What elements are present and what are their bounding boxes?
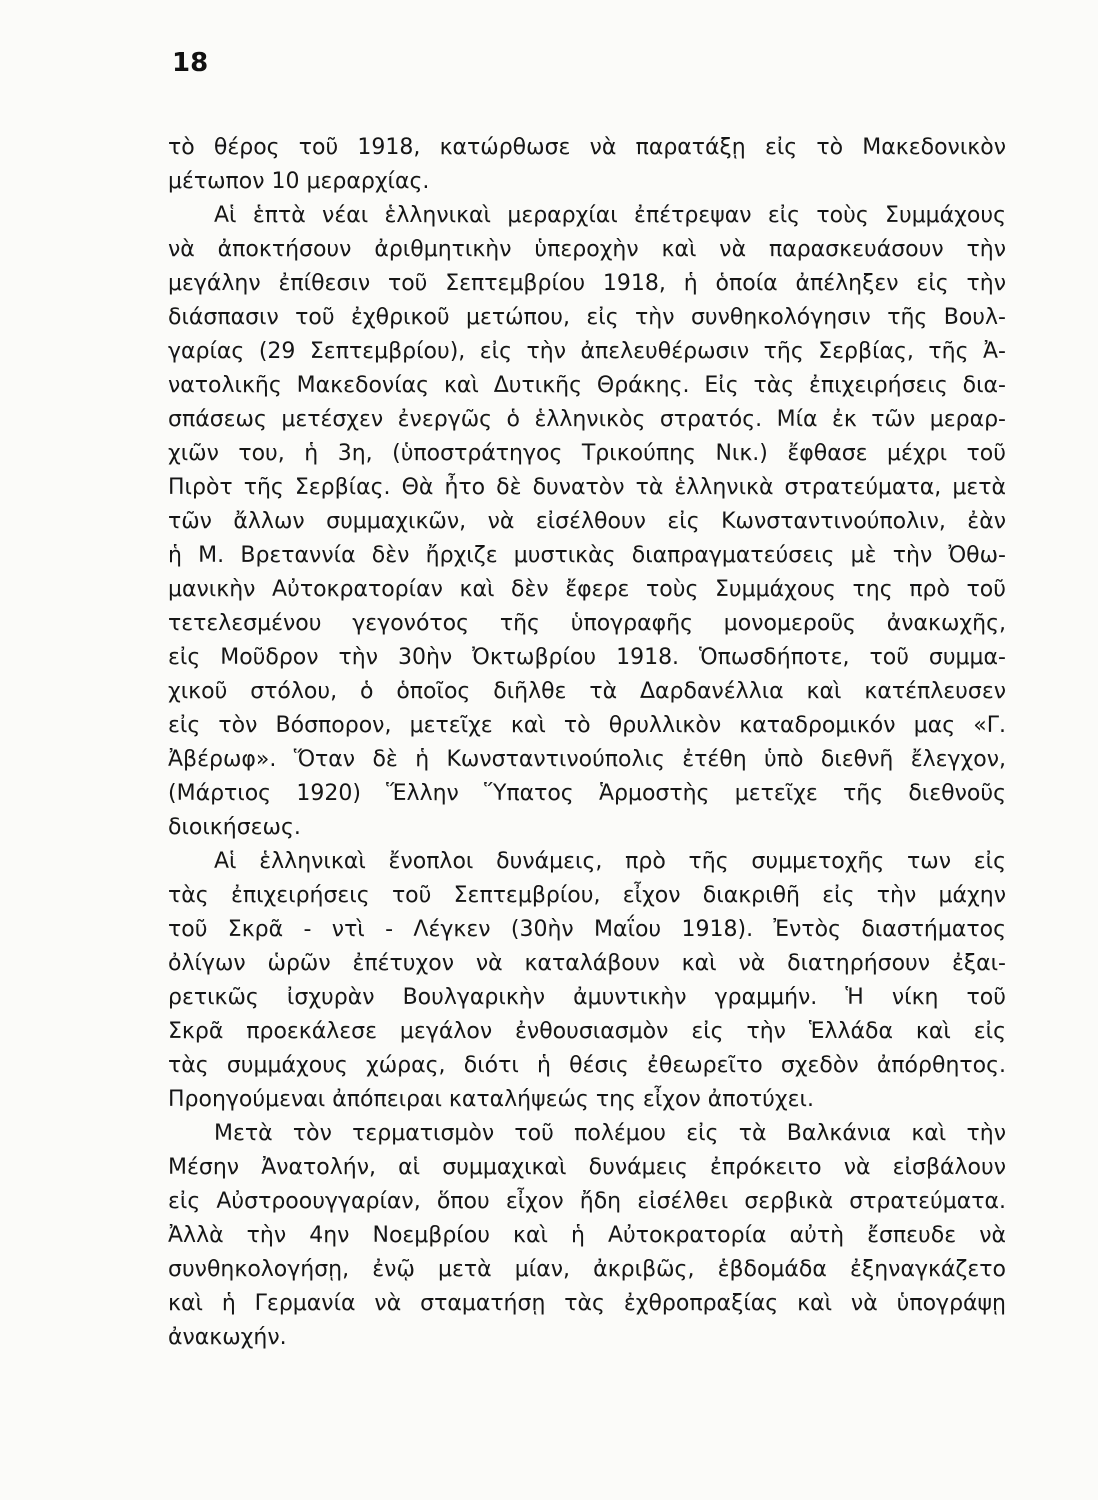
body-text: [168, 131, 1006, 1355]
text-line: Μέσην Ἀνατολήν, αἱ συμμαχικαὶ δυνάμεις ἐπρόκειτο νὰ εἰσβάλουν: [168, 1155, 1006, 1180]
text-line: καὶ ἡ Γερμανία νὰ σταματήσῃ τὰς ἐχθροπραξίας καὶ νὰ ὑπογράψῃ: [168, 1291, 1006, 1316]
text-line: νατολικῆς Μακεδονίας καὶ Δυτικῆς Θράκης. Εἰς τὰς ἐπιχειρήσεις δια-: [168, 373, 1006, 398]
text-line: (Μάρτιος 1920) Ἕλλην Ὕπατος Ἁρμοστὴς μετεῖχε τῆς διεθνοῦς: [168, 781, 1006, 806]
text-line: τετελεσμένου γεγονότος τῆς ὑπογραφῆς μονομεροῦς ἀνακωχῆς,: [168, 611, 1006, 636]
text-line: ἀνακωχήν.: [168, 1325, 287, 1350]
text-line: μανικὴν Αὐτοκρατορίαν καὶ δὲν ἔφερε τοὺς Συμμάχους της πρὸ τοῦ: [168, 577, 1006, 602]
text-line: Προηγούμεναι ἀπόπειραι καταλήψεώς της εἶχον ἀποτύχει.: [168, 1087, 814, 1112]
text-line: εἰς τὸν Βόσπορον, μετεῖχε καὶ τὸ θρυλλικὸν καταδρομικόν μας «Γ.: [168, 713, 1006, 738]
text-line: γαρίας (29 Σεπτεμβρίου), εἰς τὴν ἀπελευθέρωσιν τῆς Σερβίας, τῆς Ἀ-: [168, 339, 1006, 364]
text-line: ὀλίγων ὡρῶν ἐπέτυχον νὰ καταλάβουν καὶ νὰ διατηρήσουν ἐξαι-: [168, 951, 1006, 976]
text-line: σπάσεως μετέσχεν ἐνεργῶς ὁ ἑλληνικὸς στρατός. Μία ἐκ τῶν μεραρ-: [168, 407, 1006, 432]
text-line: χικοῦ στόλου, ὁ ὁποῖος διῆλθε τὰ Δαρδανέλλια καὶ κατέπλευσεν: [168, 679, 1006, 704]
text-line: εἰς Αὐστροουγγαρίαν, ὅπου εἶχον ἤδη εἰσέλθει σερβικὰ στρατεύματα.: [168, 1189, 1006, 1214]
text-line: τοῦ Σκρᾶ - ντὶ - Λέγκεν (30ὴν Μαΐου 1918). Ἐντὸς διαστήματος: [168, 917, 1006, 942]
text-line: Ἀβέρωφ». Ὅταν δὲ ἡ Κωνσταντινούπολις ἐτέθη ὑπὸ διεθνῆ ἔλεγχον,: [168, 747, 1006, 772]
text-line: Αἱ ἑπτὰ νέαι ἑλληνικαὶ μεραρχίαι ἐπέτρεψαν εἰς τοὺς Συμμάχους: [214, 203, 1006, 228]
text-line: τὰς ἐπιχειρήσεις τοῦ Σεπτεμβρίου, εἶχον διακριθῆ εἰς τὴν μάχην: [168, 883, 1006, 908]
text-line: διάσπασιν τοῦ ἐχθρικοῦ μετώπου, εἰς τὴν συνθηκολόγησιν τῆς Βουλ-: [168, 305, 1006, 330]
paragraph: [168, 1117, 1006, 1355]
text-line: Ἀλλὰ τὴν 4ην Νοεμβρίου καὶ ἡ Αὐτοκρατορία αὐτὴ ἔσπευδε νὰ: [168, 1223, 1006, 1248]
text-line: μεγάλην ἐπίθεσιν τοῦ Σεπτεμβρίου 1918, ἡ ὁποία ἀπέληξεν εἰς τὴν: [168, 271, 1006, 296]
text-line: νὰ ἀποκτήσουν ἀριθμητικὴν ὑπεροχὴν καὶ νὰ παρασκευάσουν τὴν: [168, 237, 1006, 262]
text-line: χιῶν του, ἡ 3η, (ὑποστράτηγος Τρικούπης Νικ.) ἔφθασε μέχρι τοῦ: [168, 441, 1006, 466]
text-line: Αἱ ἑλληνικαὶ ἔνοπλοι δυνάμεις, πρὸ τῆς συμμετοχῆς των εἰς: [214, 849, 1006, 874]
text-line: διοικήσεως.: [168, 815, 301, 840]
text-line: τὰς συμμάχους χώρας, διότι ἡ θέσις ἐθεωρεῖτο σχεδὸν ἀπόρθητος.: [168, 1053, 1006, 1078]
text-line: μέτωπον 10 μεραρχίας.: [168, 169, 430, 194]
paragraph: [168, 131, 1006, 199]
paragraph: [168, 199, 1006, 845]
text-line: Μετὰ τὸν τερματισμὸν τοῦ πολέμου εἰς τὰ Βαλκάνια καὶ τὴν: [214, 1121, 1006, 1146]
paragraph: [168, 845, 1006, 1117]
text-line: εἰς Μοῦδρον τὴν 30ὴν Ὀκτωβρίου 1918. Ὁπωσδήποτε, τοῦ συμμα-: [168, 645, 1006, 670]
text-line: Πιρὸτ τῆς Σερβίας. Θὰ ἦτο δὲ δυνατὸν τὰ ἑλληνικὰ στρατεύματα, μετὰ: [168, 475, 1006, 500]
text-line: τὸ θέρος τοῦ 1918, κατώρθωσε νὰ παρατάξῃ εἰς τὸ Μακεδονικὸν: [168, 135, 1006, 160]
text-line: Σκρᾶ προεκάλεσε μεγάλον ἐνθουσιασμὸν εἰς τὴν Ἑλλάδα καὶ εἰς: [168, 1019, 1006, 1044]
text-line: ἡ Μ. Βρεταννία δὲν ἤρχιζε μυστικὰς διαπραγματεύσεις μὲ τὴν Ὀθω-: [168, 543, 1006, 568]
text-line: συνθηκολογήσῃ, ἐνῷ μετὰ μίαν, ἀκριβῶς, ἑβδομάδα ἐξηναγκάζετο: [168, 1257, 1006, 1282]
text-line: ρετικῶς ἰσχυρὰν Βουλγαρικὴν ἀμυντικὴν γραμμήν. Ἡ νίκη τοῦ: [168, 985, 1006, 1010]
page-number: 18: [172, 48, 209, 78]
text-line: τῶν ἄλλων συμμαχικῶν, νὰ εἰσέλθουν εἰς Κωνσταντινούπολιν, ἐὰν: [168, 509, 1006, 534]
